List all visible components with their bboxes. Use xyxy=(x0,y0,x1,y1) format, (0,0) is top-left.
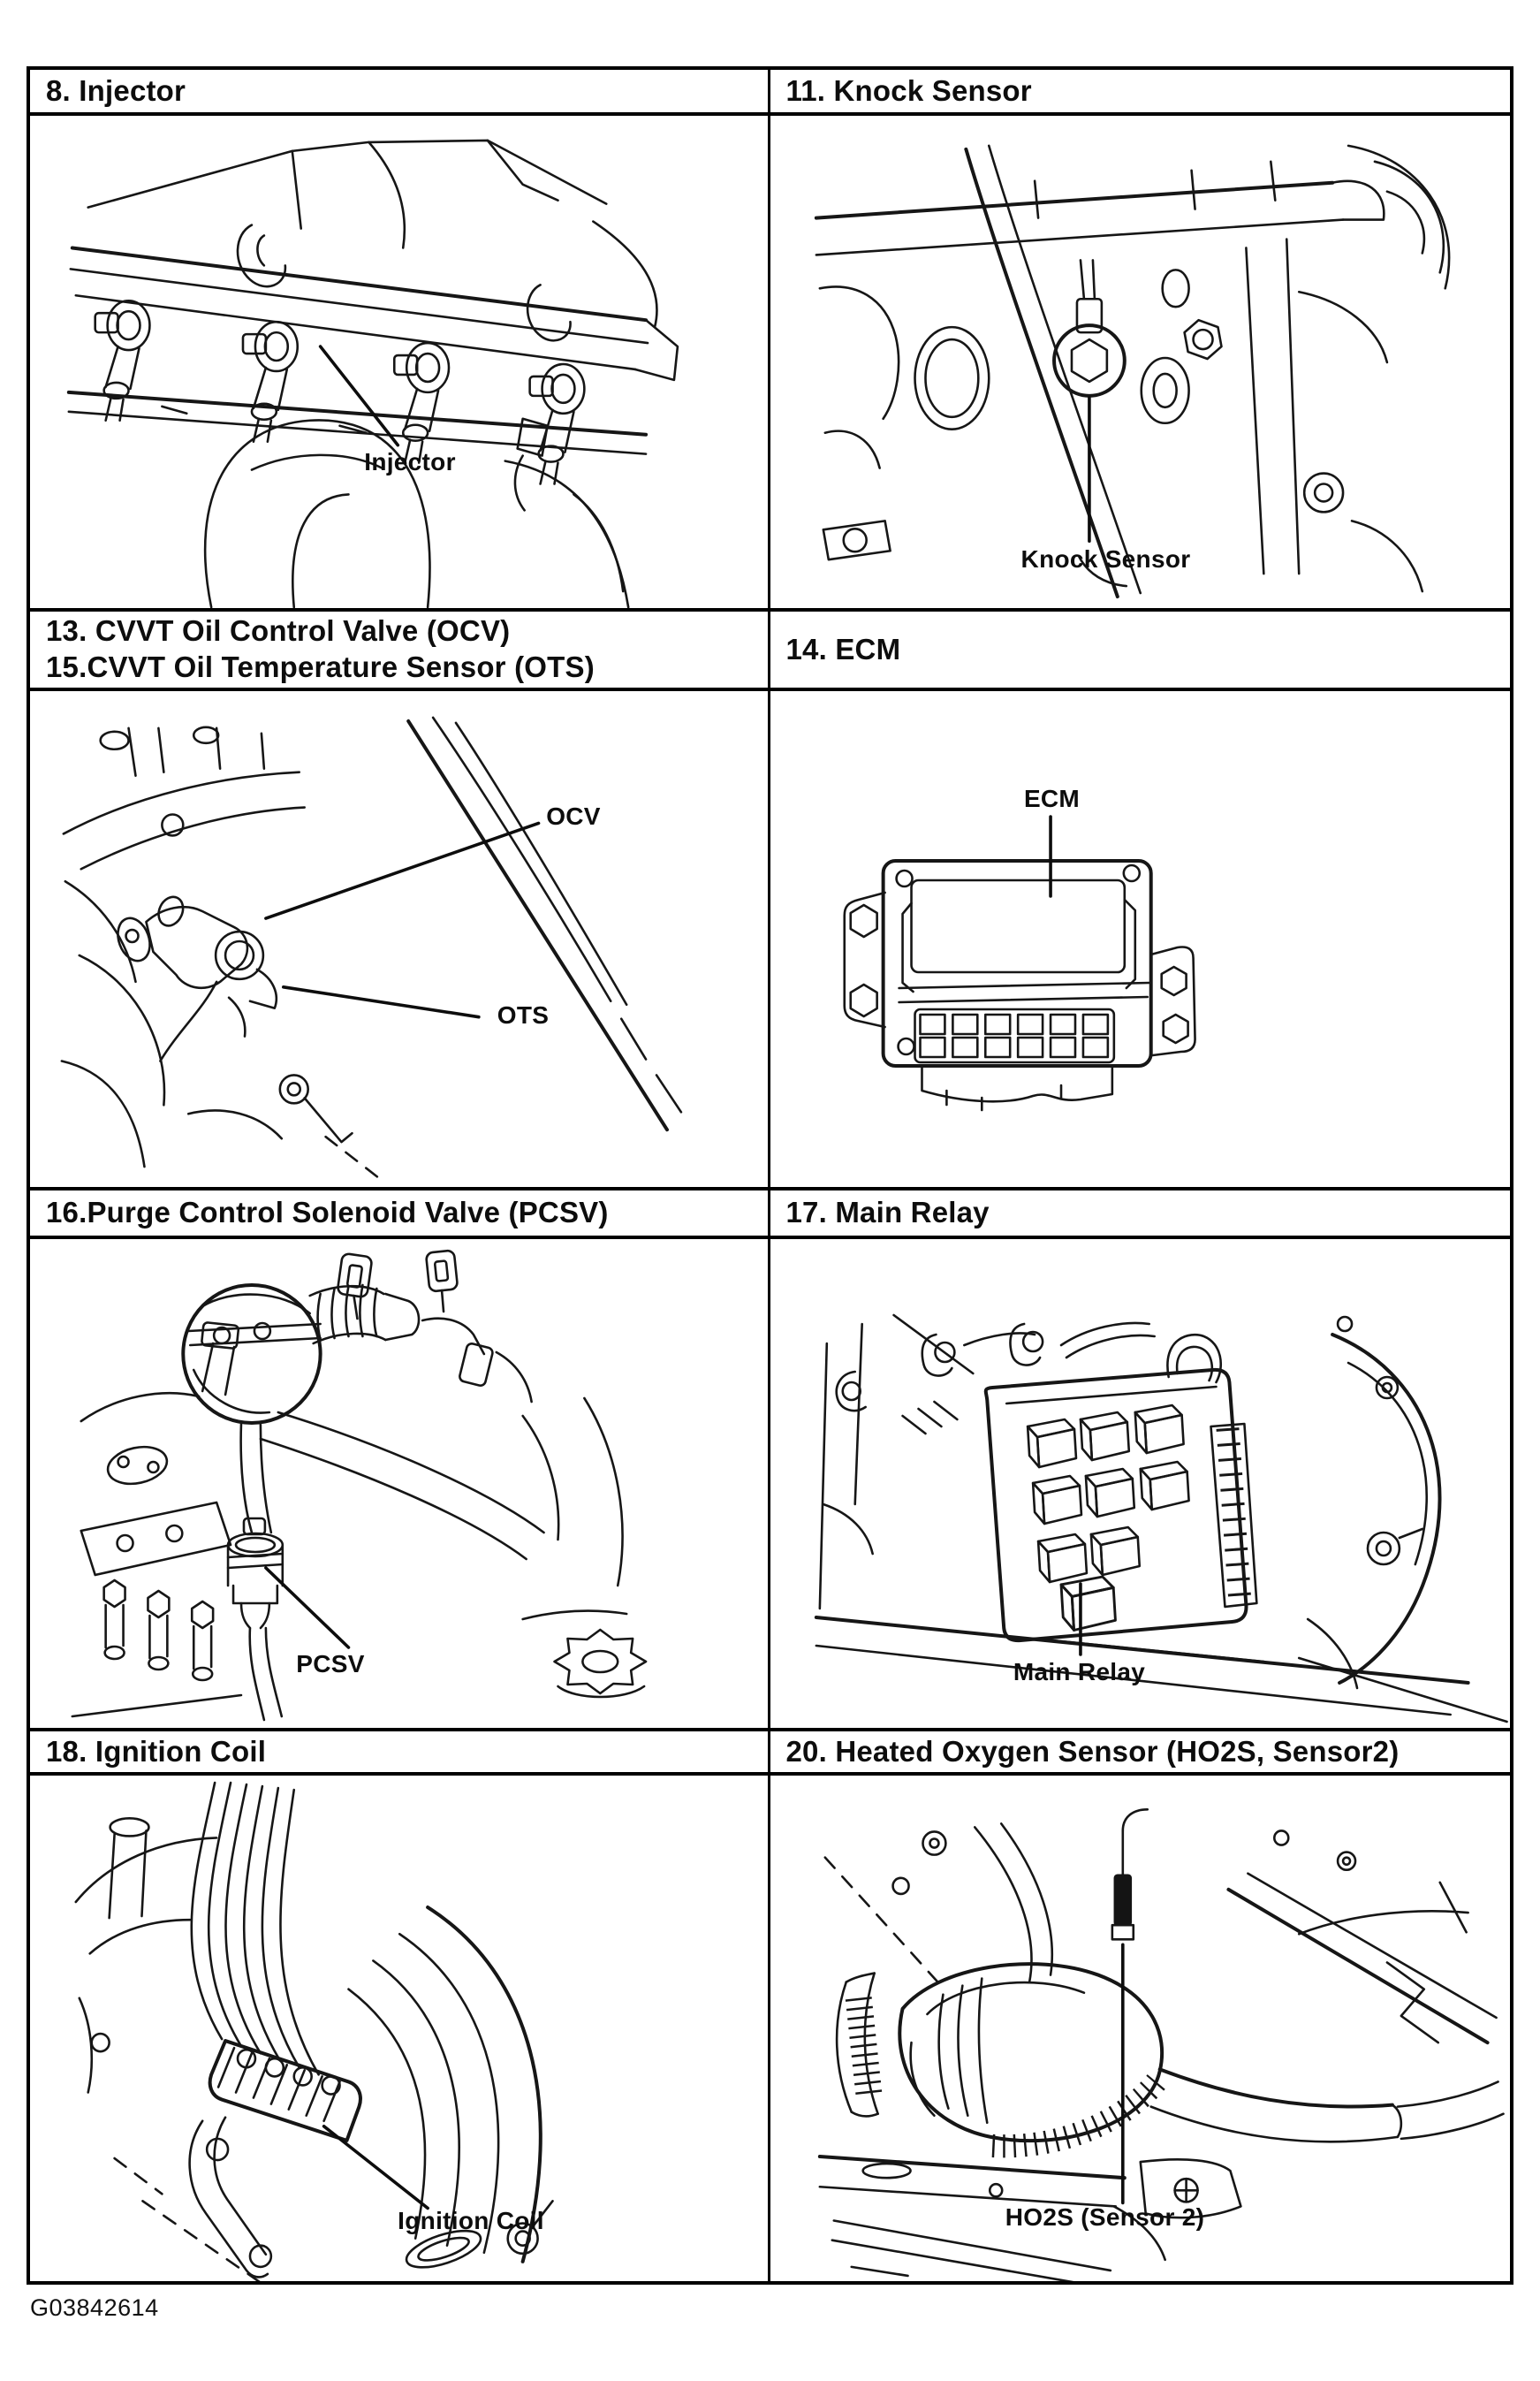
header-main-relay-text: 17. Main Relay xyxy=(785,1196,990,1229)
knock-sensor-diagram xyxy=(770,116,1511,608)
ots-part xyxy=(160,982,245,1061)
injector-figure xyxy=(30,116,770,612)
ots-callout-label: OTS xyxy=(497,1001,550,1029)
intake-manifold xyxy=(69,392,646,607)
pcsv-figure xyxy=(30,1239,770,1731)
header-ecm xyxy=(770,612,1511,691)
header-ho2s-text: 20. Heated Oxygen Sensor (HO2S, Sensor2) xyxy=(785,1734,1400,1768)
injector-unit xyxy=(394,343,449,463)
ecm-diagram xyxy=(770,691,1511,1187)
header-main-relay xyxy=(770,1190,1511,1239)
knock-sensor-callout-label: Knock Sensor xyxy=(1020,545,1191,573)
bell-housing xyxy=(1308,1317,1439,1688)
ho2s-sensor-part xyxy=(1111,1809,1147,1939)
valve-cover-beam xyxy=(816,162,1384,255)
engine-upper xyxy=(76,1818,216,2092)
ecm-figure xyxy=(770,691,1511,1190)
ocv-ots-figure xyxy=(30,691,770,1190)
ots-leader-line xyxy=(284,987,479,1017)
component-location-table xyxy=(27,66,1513,2285)
fuel-rail-cluster xyxy=(81,1322,239,1680)
header-injector xyxy=(30,70,770,116)
upper-structures xyxy=(824,1823,1496,2042)
header-ocv-ots xyxy=(30,612,770,691)
manifold-edges xyxy=(261,1398,623,1586)
knock-sensor-figure xyxy=(770,116,1511,612)
frame-rail xyxy=(816,1617,1506,1722)
header-ho2s xyxy=(770,1731,1511,1776)
ignition-coil-figure xyxy=(30,1776,770,2281)
ecm-callout-label: ECM xyxy=(1023,785,1081,812)
header-ots-text: 15.CVVT Oil Temperature Sensor (OTS) xyxy=(46,650,595,683)
engine-edge xyxy=(62,718,681,1167)
main-relay-diagram xyxy=(770,1239,1511,1728)
header-ignition-coil xyxy=(30,1731,770,1776)
ignition-coil-diagram xyxy=(30,1776,768,2281)
coil-pack xyxy=(210,2041,360,2141)
injector-diagram xyxy=(30,116,768,608)
fuse-box xyxy=(922,1323,1256,1640)
ho2s-callout-label: HO2S (Sensor 2) xyxy=(1005,2203,1205,2231)
coolant-hose xyxy=(966,146,1140,597)
pcsv-leader-line xyxy=(266,1568,349,1647)
ocv-callout-label: OCV xyxy=(546,803,601,830)
exhaust-pipes xyxy=(837,1974,1503,2142)
header-ignition-coil-text: 18. Ignition Coil xyxy=(46,1734,267,1768)
throttle-body xyxy=(183,1285,320,1423)
ocv-assembly xyxy=(112,893,277,1008)
header-pcsv xyxy=(30,1190,770,1239)
injector-unit xyxy=(95,300,150,421)
spark-plug-wires xyxy=(192,1783,319,2074)
knock-sensor-part xyxy=(1054,260,1221,395)
intake-bellows xyxy=(310,1285,419,1343)
valve-cover xyxy=(64,727,305,982)
figure-code: G03842614 xyxy=(30,2294,159,2321)
pcsv-callout-label: PCSV xyxy=(296,1650,365,1677)
dipstick-part xyxy=(280,1075,381,1179)
main-relay-figure xyxy=(770,1239,1511,1731)
ho2s-figure xyxy=(770,1776,1511,2281)
header-ocv-text: 13. CVVT Oil Control Valve (OCV) xyxy=(46,614,511,648)
ignition-coil-leader-line xyxy=(324,2126,429,2209)
header-ecm-text: 14. ECM xyxy=(785,632,901,666)
header-injector-text: 8. Injector xyxy=(46,73,186,107)
ecm-connector xyxy=(914,1009,1113,1110)
header-knock-sensor-text: 11. Knock Sensor xyxy=(785,73,1032,107)
mounting-bracket xyxy=(115,2118,553,2281)
injector-callout-label: Injector xyxy=(364,448,456,475)
ocv-leader-line xyxy=(266,823,539,918)
fuel-rail xyxy=(71,225,678,380)
main-relay-callout-label: Main Relay xyxy=(1013,1658,1146,1685)
pcsv-diagram xyxy=(30,1239,768,1728)
ignition-coil-callout-label: Ignition Coil xyxy=(398,2207,544,2234)
ocv-ots-diagram xyxy=(30,691,768,1187)
pcsv-valve xyxy=(228,1423,283,1720)
header-pcsv-text: 16.Purge Control Solenoid Valve (PCSV) xyxy=(46,1196,609,1229)
harness-connectors xyxy=(338,1250,532,1402)
intake-plenum xyxy=(88,141,657,327)
timing-cover xyxy=(1348,146,1449,288)
header-knock-sensor xyxy=(770,70,1511,116)
